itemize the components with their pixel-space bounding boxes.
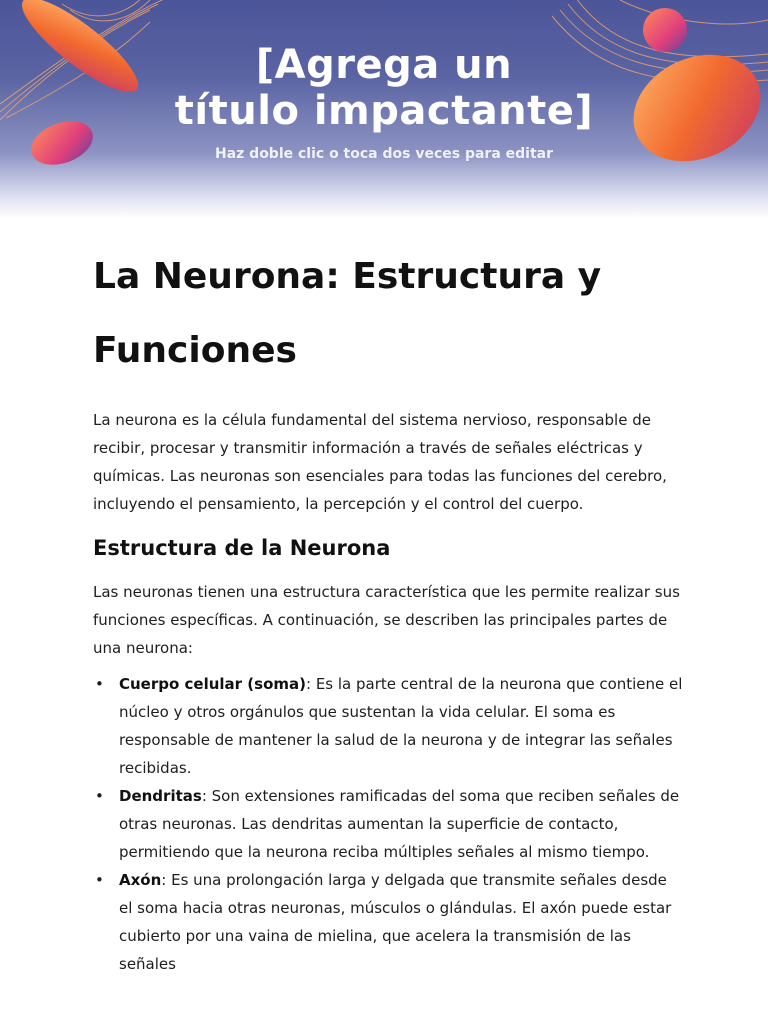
section-heading: Estructura de la Neurona bbox=[93, 536, 391, 560]
list-item-text: : Son extensiones ramificadas del soma que reciben señales de otras neuronas. Las dendritas aumentan la superficie de contacto, permitiendo que la neurona reciba múltiples señales al mismo tiempo. bbox=[119, 787, 680, 861]
section-intro-paragraph: Las neuronas tienen una estructura característica que les permite realizar sus funciones específicas. A continuación, se describen las principales partes de una neurona: bbox=[93, 583, 680, 657]
list-item-term: Dendritas bbox=[119, 787, 202, 805]
header-banner bbox=[0, 0, 768, 218]
list-item-text: : Es una prolongación larga y delgada que transmite señales desde el soma hacia otras neuronas, músculos o glándulas. El axón puede estar cubierto por una vaina de mielina, que acelera la transmisión de las señales bbox=[119, 871, 672, 973]
banner-title-line1: [Agrega un bbox=[255, 42, 513, 88]
banner-title[interactable] bbox=[0, 42, 768, 134]
banner-subtitle: Haz doble clic o toca dos veces para editar bbox=[214, 146, 554, 162]
list-item bbox=[93, 782, 683, 866]
document-body bbox=[93, 240, 683, 978]
document-title bbox=[93, 240, 683, 388]
bullet-icon: • bbox=[95, 871, 104, 889]
document-title-line2: Funciones bbox=[93, 330, 297, 371]
list-item bbox=[93, 670, 683, 782]
bullet-icon: • bbox=[95, 675, 104, 693]
list-item-term: Axón bbox=[119, 871, 162, 889]
structure-list bbox=[93, 670, 683, 978]
bullet-icon: • bbox=[95, 787, 104, 805]
intro-paragraph: La neurona es la célula fundamental del sistema nervioso, responsable de recibir, procesar y transmitir información a través de señales eléctricas y químicas. Las neuronas son esenciales para todas las funciones del cerebro, incluyendo el pensamiento, la percepción y el control del cuerpo. bbox=[93, 411, 667, 513]
list-item bbox=[93, 866, 683, 978]
document-title-line1: La Neurona: Estructura y bbox=[93, 256, 602, 297]
list-item-term: Cuerpo celular (soma) bbox=[119, 675, 306, 693]
list-item-text: : Es la parte central de la neurona que contiene el núcleo y otros orgánulos que sustentan la vida celular. El soma es responsable de mantener la salud de la neurona y de integrar las señales recibidas. bbox=[119, 675, 683, 777]
banner-title-line2: título impactante] bbox=[174, 88, 594, 134]
